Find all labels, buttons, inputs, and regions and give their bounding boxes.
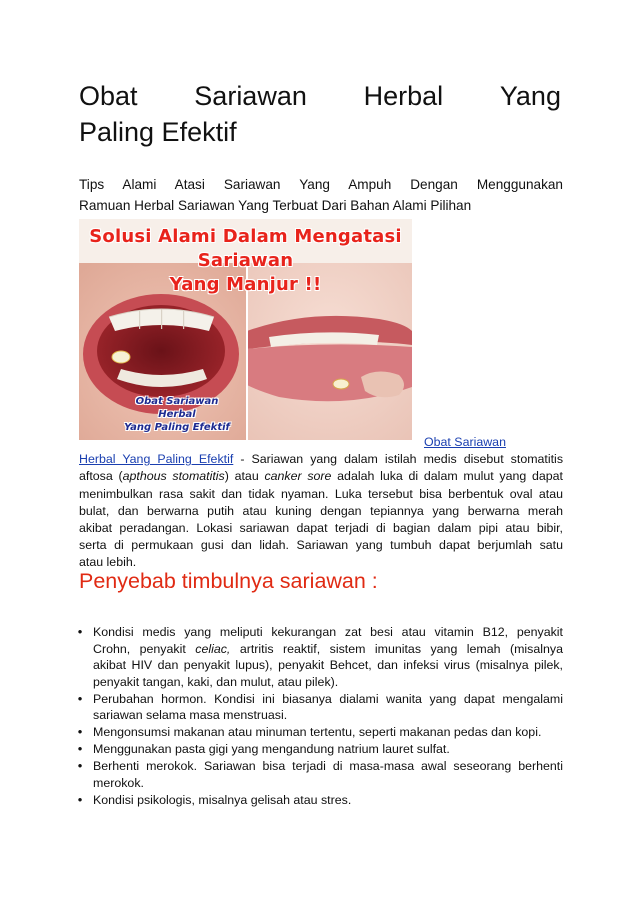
list-item-line: Kondisi medis yang meliputi kekurangan zat besi atau vitamin B12, penyakit [93,625,563,639]
intro-text: adalah luka di dalam mulut yang dapat [331,469,563,484]
list-item-line [93,641,563,658]
intro-line: menimbulkan rasa sakit dan tidak nyaman. Luka tersebut bisa berbentuk oval atau [79,486,563,501]
intro-text: - Sariawan yang dalam istilah medis disebut stomatitis [233,452,564,467]
intro-text: ) atau [224,469,265,484]
hero-banner-text [79,225,412,297]
intro-line [79,434,563,451]
list-item [79,741,563,758]
subtitle [79,174,563,216]
hero-image [79,219,412,440]
intro-line: serta di permukaan gusi dan lidah. Sariawan yang tumbuh dapat berjumlah satu [79,538,563,553]
list-item [79,691,563,724]
intro-term: canker sore [264,469,332,484]
stamp-line: Yang Paling Efektif [124,422,230,433]
bullet-icon: • [77,741,83,756]
list-item-line: sariawan selama masa menstruasi. [93,708,288,722]
list-item-line: merokok. [93,775,144,790]
bullet-icon: • [77,791,83,807]
stamp-line: Obat Sariawan Herbal [135,396,219,420]
list-item [79,724,563,741]
intro-paragraph [79,434,563,572]
list-item-line: akibat HIV dan penyakit lupus), penyakit Behcet, dan infeksi virus (misalnya pilek, [93,658,563,672]
article-link-part-2[interactable]: Herbal Yang Paling Efektif [79,452,234,467]
bullet-icon: • [77,724,83,739]
intro-line: akibat peradangan. Lokasi sariawan dapat terjadi di bagian dalam pipi atau bibir, [79,521,563,536]
title-line-1 [79,78,561,114]
article-link-part-1[interactable]: Obat Sariawan [424,435,506,449]
list-item-line: Perubahan hormon. Kondisi ini biasanya dialami wanita yang dapat mengalami [93,691,563,706]
intro-term: apthous stomatitis [122,469,225,484]
title-word: Yang [499,81,561,111]
bullet-icon: • [77,624,83,639]
list-item [79,624,563,690]
intro-line: atau lebih. [79,555,137,570]
bullet-icon: • [77,690,83,706]
list-item-line: Menggunakan pasta gigi yang mengandung natrium lauret sulfat. [93,742,450,756]
list-item-line: Kondisi psikologis, misalnya gelisah atau stres. [93,792,352,807]
bullet-icon: • [77,758,83,773]
intro-line: bulat, dan berwarna putih atau kuning dengan tepiannya yang berwarna merah [79,503,563,518]
list-text: Crohn, penyakit [93,641,196,656]
title-word: Sariawan [194,81,307,111]
section-heading: Penyebab timbulnya sariawan : [79,569,378,593]
banner-line: Yang Manjur !! [169,274,322,295]
intro-text: aftosa ( [79,469,123,484]
list-text: artritis reaktif, sistem imunitas yang lemah (misalnya [230,641,563,656]
subtitle-line: Ramuan Herbal Sariawan Yang Terbuat Dari Bahan Alami Pilihan [79,198,472,213]
intro-line [79,451,563,468]
subtitle-line: Tips Alami Atasi Sariawan Yang Ampuh Dengan Menggunakan [79,177,563,192]
intro-line [79,468,563,485]
list-item [79,792,563,809]
page-title [79,78,561,150]
list-item-line: Berhenti merokok. Sariawan bisa terjadi di masa-masa awal seseorang berhenti [93,759,563,773]
title-word: Herbal [363,81,444,111]
list-item [79,758,563,791]
list-item-line: penyakit tangan, kaki, dan mulut, atau pilek). [93,674,339,689]
title-word: Obat [79,81,138,111]
hero-stamp-text [117,395,237,434]
list-item-line: Mengonsumsi makanan atau minuman tertentu, seperti makanan pedas dan kopi. [93,725,542,739]
causes-list [79,624,563,809]
title-line-2: Paling Efektif [79,117,237,147]
list-term: celiac, [195,641,231,656]
banner-line: Solusi Alami Dalam Mengatasi Sariawan [89,226,402,271]
